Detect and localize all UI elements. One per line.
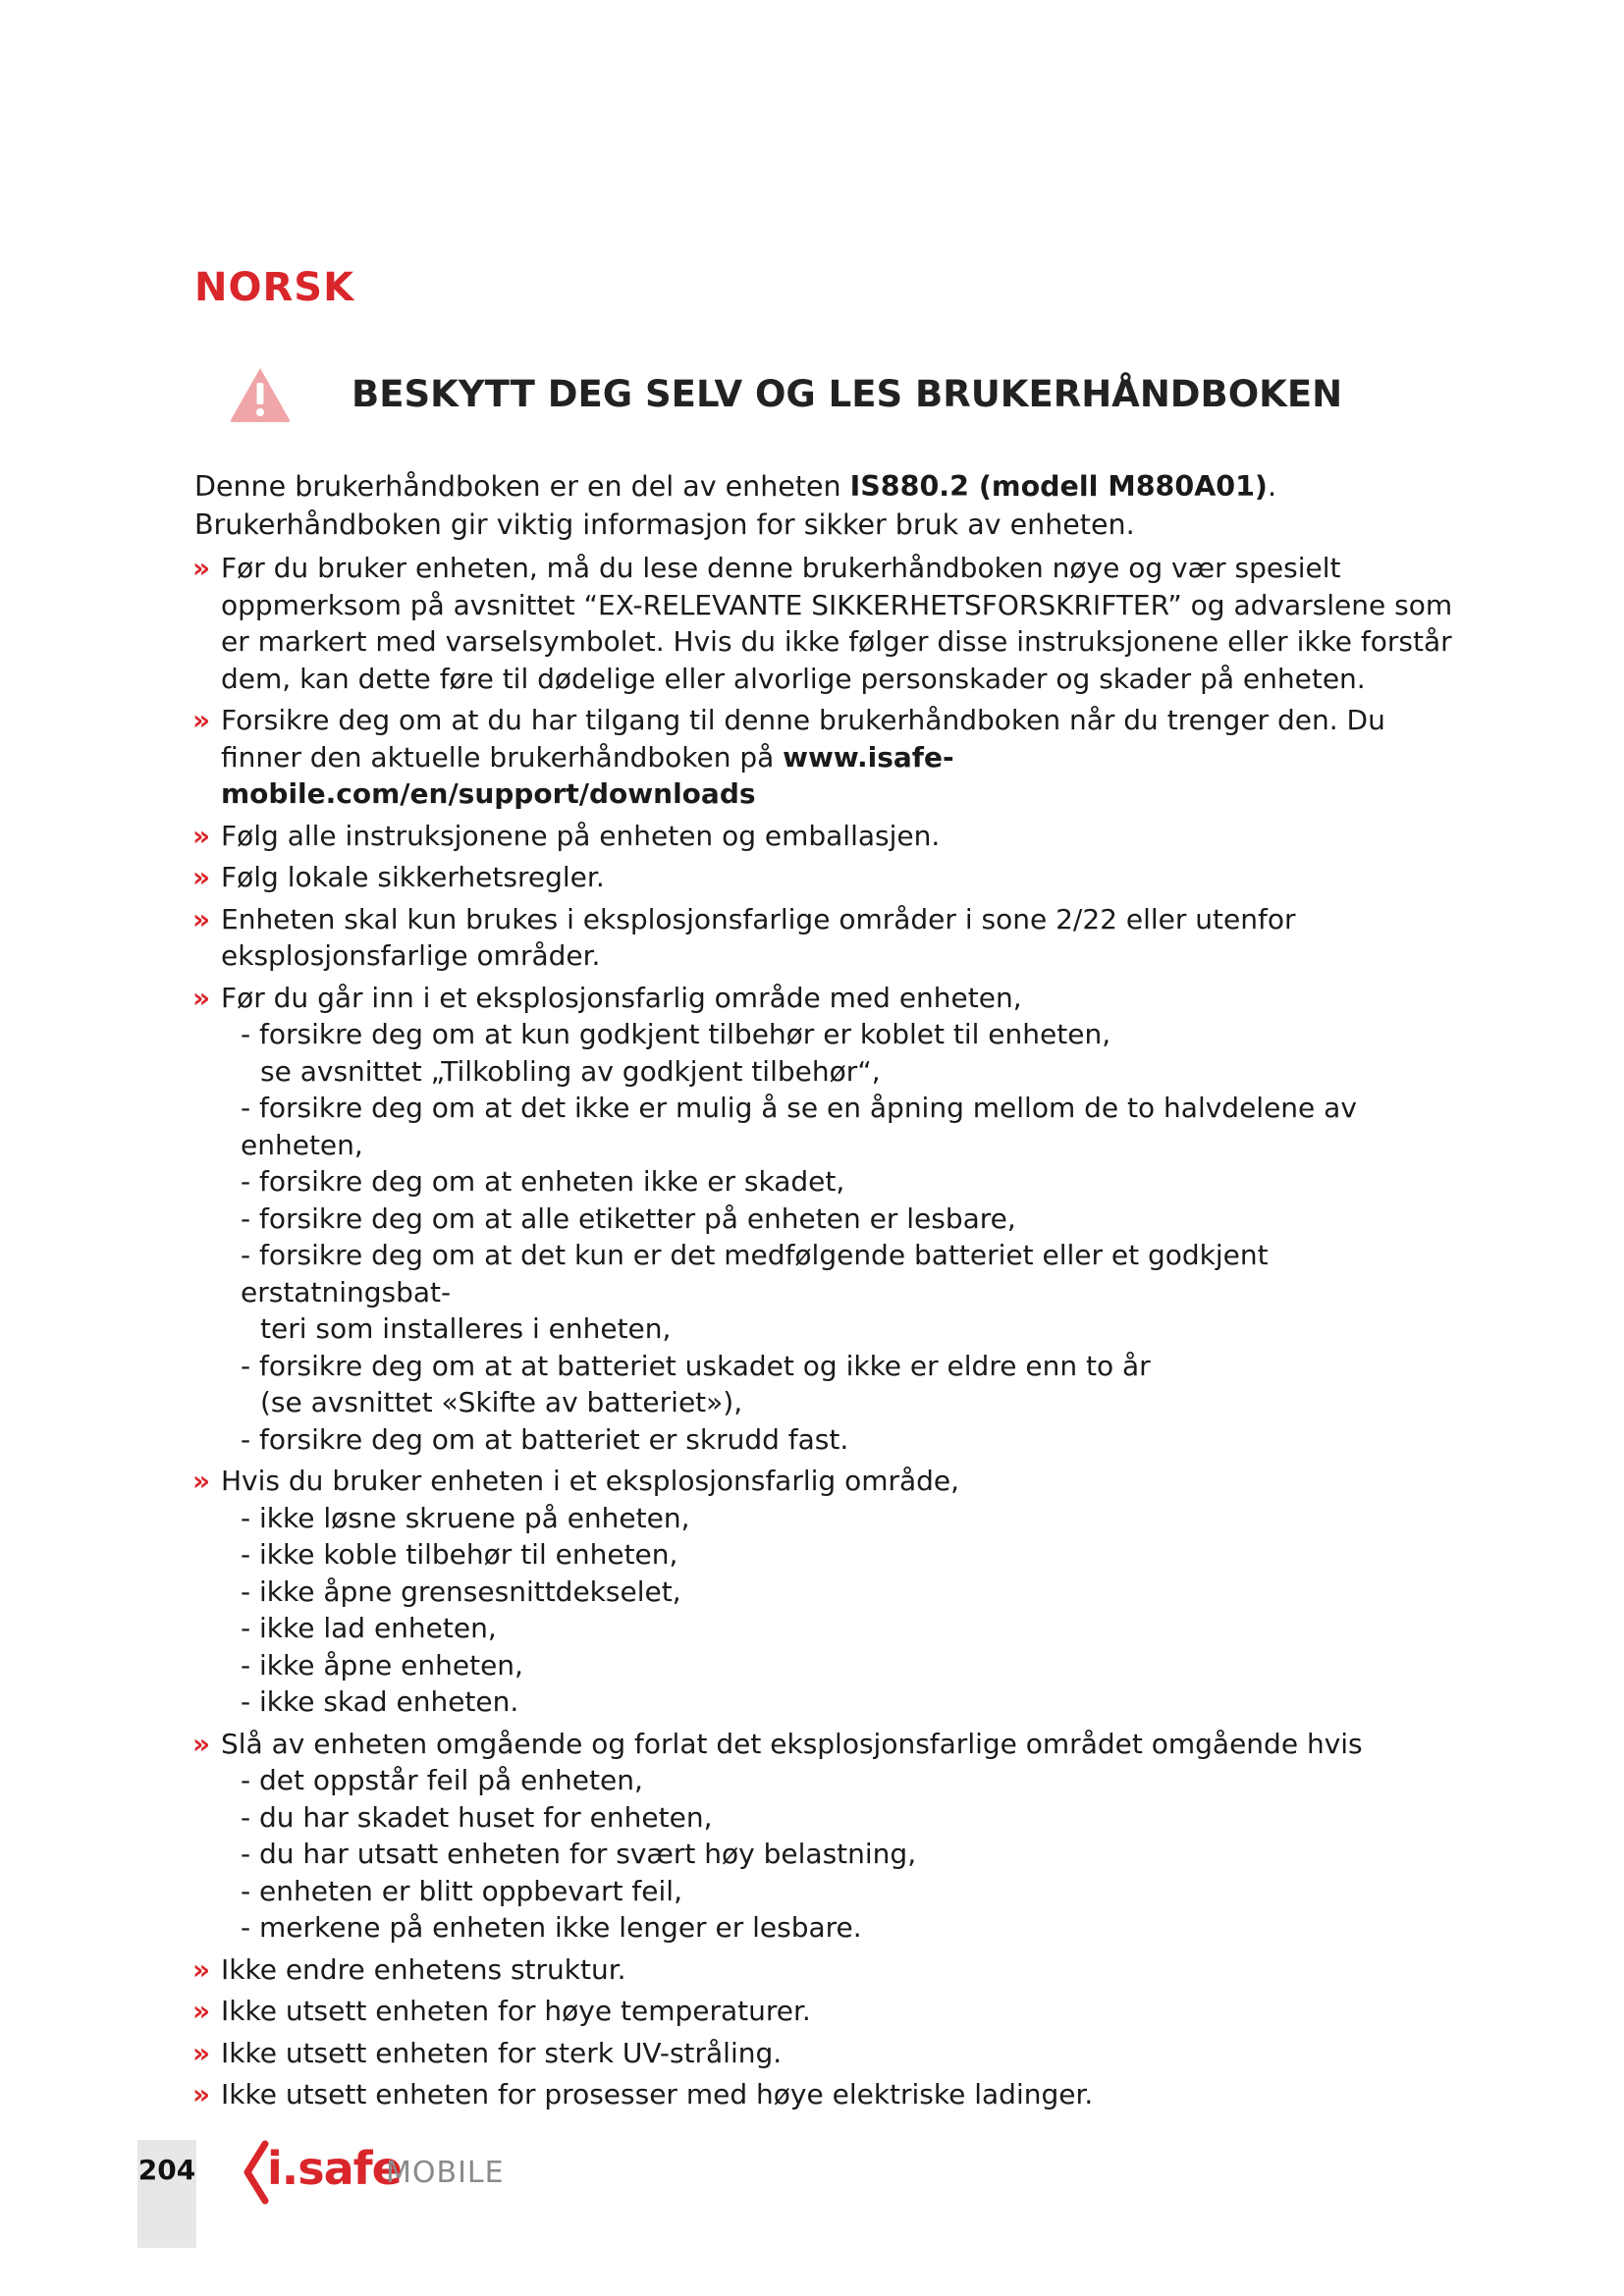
bullet-item	[194, 818, 1471, 855]
sub-item: - ikke løsne skruene på enheten,	[241, 1501, 690, 1534]
section-title: BESKYTT DEG SELV OG LES BRUKERHÅNDBOKEN	[352, 373, 1343, 415]
double-chevron-icon: »	[192, 1952, 211, 1986]
brand-logo-sub: MOBILE	[386, 2156, 505, 2190]
bullet-item	[194, 1993, 1471, 2030]
sub-item: - du har skadet huset for enheten,	[241, 1800, 713, 1834]
sub-item: - forsikre deg om at alle etiketter på enheten er lesbare,	[241, 1201, 1016, 1235]
double-chevron-icon: »	[192, 1727, 211, 1760]
sub-item: - ikke åpne enheten,	[241, 1648, 523, 1682]
double-chevron-icon: »	[192, 2078, 211, 2110]
bullet-text: Ikke utsett enheten for sterk UV-stråling.	[221, 2036, 783, 2069]
language-heading: NORSK	[194, 265, 355, 310]
bullet-text: Slå av enheten omgående og forlat det eksplosjonsfarlige området omgående hvis	[221, 1727, 1363, 1760]
page-number: 204	[137, 2154, 196, 2186]
bullet-item	[194, 702, 1471, 813]
double-chevron-icon: »	[192, 981, 211, 1014]
sub-item: (se avsnittet «Skifte av batteriet»),	[260, 1386, 743, 1418]
sub-item: - ikke skad enheten.	[241, 1685, 519, 1718]
intro-text-after: . Brukerhåndboken gir viktig informasjon for sikker bruk av enheten.	[194, 470, 1277, 541]
bullet-text: Ikke utsett enheten for høye temperaturer.	[221, 1995, 811, 2027]
downloads-link[interactable]: www.isafe-mobile.com/en/support/downloads	[221, 740, 954, 810]
sub-item: - du har utsatt enheten for svært høy belastning,	[241, 1838, 917, 1870]
sub-item: - ikke åpne grensesnittdekselet,	[241, 1575, 681, 1608]
sub-item: teri som installeres i enheten,	[260, 1312, 672, 1345]
sub-item: - det oppstår feil på enheten,	[241, 1764, 643, 1796]
bullet-text-part: Forsikre deg om at du har tilgang til denne brukerhåndboken når du trenger den. Du finner den aktuelle brukerhåndboken på	[221, 704, 1385, 774]
double-chevron-icon: »	[192, 552, 211, 584]
bullet-item	[194, 550, 1471, 697]
double-chevron-icon: »	[192, 902, 211, 935]
double-chevron-icon: »	[192, 1465, 211, 1497]
bullet-text: Enheten skal kun brukes i eksplosjonsfarlige områder i sone 2/22 eller utenfor eksplosjonsfarlige områder.	[221, 902, 1296, 972]
bullet-text: Hvis du bruker enheten i et eksplosjonsfarlig område,	[221, 1465, 960, 1497]
bullet-text	[221, 702, 1471, 813]
sub-item: - forsikre deg om at det ikke er mulig å se en åpning mellom de to halvdelene av enheten,	[241, 1092, 1357, 1161]
sub-item: - forsikre deg om at at batteriet uskadet og ikke er eldre enn to år	[241, 1349, 1151, 1382]
sub-item: - forsikre deg om at kun godkjent tilbehør er koblet til enheten,	[241, 1018, 1111, 1050]
bullet-text: Før du går inn i et eksplosjonsfarlig område med enheten,	[221, 981, 1022, 1014]
safety-bullet-list	[194, 550, 1471, 2118]
sub-item: - forsikre deg om at det kun er det medfølgende batteriet eller et godkjent erstatningsbat-	[241, 1239, 1269, 1308]
bullet-text: Før du bruker enheten, må du lese denne brukerhåndboken nøye og vær spesielt oppmerksom på avsnittet “EX-RELEVANTE SIKKERHETSFORSKRIFTER” og advarslene som er markert med varselsymbolet. Hvis du ikke følger disse instruksjonene eller ikke forstår dem, kan dette føre til dødelige eller alvorlige personskader og skader på enheten.	[221, 552, 1453, 695]
bullet-text: Ikke utsett enheten for prosesser med høye elektriske ladinger.	[221, 2078, 1094, 2110]
bullet-item	[194, 901, 1471, 975]
sub-item: - ikke lad enheten,	[241, 1612, 497, 1644]
bullet-item	[194, 1951, 1471, 1989]
model-name: IS880.2 (modell M880A01)	[849, 470, 1268, 503]
sub-item: - merkene på enheten ikke lenger er lesbare.	[241, 1911, 862, 1944]
bullet-item	[194, 859, 1471, 896]
warning-triangle-icon	[228, 365, 293, 424]
bullet-item	[194, 1463, 1471, 1721]
double-chevron-icon: »	[192, 704, 211, 736]
bullet-item	[194, 1726, 1471, 1947]
bullet-item	[194, 980, 1471, 1459]
bullet-text: Følg lokale sikkerhetsregler.	[221, 861, 605, 893]
double-chevron-icon: »	[192, 2036, 211, 2069]
intro-text-before: Denne brukerhåndboken er en del av enheten	[194, 470, 850, 503]
brand-logo: i.safe	[267, 2142, 402, 2195]
intro-paragraph	[194, 467, 1461, 544]
double-chevron-icon: »	[192, 819, 211, 852]
sub-item: - forsikre deg om at enheten ikke er skadet,	[241, 1165, 845, 1198]
bullet-item	[194, 2035, 1471, 2072]
sub-item: - enheten er blitt oppbevart feil,	[241, 1874, 682, 1907]
double-chevron-icon: »	[192, 1995, 211, 2027]
sub-item: - forsikre deg om at batteriet er skrudd fast.	[241, 1422, 849, 1456]
double-chevron-icon: »	[192, 861, 211, 893]
bullet-text: Ikke endre enhetens struktur.	[221, 1952, 626, 1986]
sub-item: - ikke koble tilbehør til enheten,	[241, 1538, 678, 1571]
bullet-text: Følg alle instruksjonene på enheten og emballasjen.	[221, 819, 941, 852]
bullet-item	[194, 2076, 1471, 2113]
sub-item: se avsnittet „Tilkobling av godkjent tilbehør“,	[260, 1054, 881, 1088]
